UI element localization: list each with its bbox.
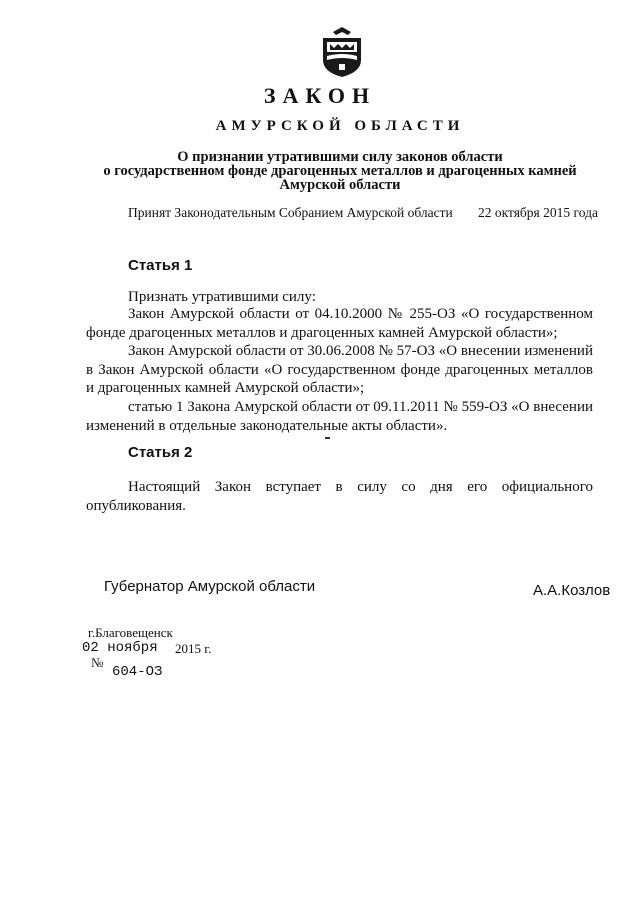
article-1-item-2: Закон Амурской области от 30.06.2008 № 57-ОЗ «О внесении изменений в Закон Амурской области «О государственном фонде драгоценных металлов и драгоценных камней Амурской области»; [86, 343, 593, 396]
adopted-by: Принят Законодательным Собранием Амурской области [128, 205, 453, 220]
article-1-item-1: Закон Амурской области от 04.10.2000 № 255-ОЗ «О государственном фонде драгоценных металлов и драгоценных камней Амурской области»; [86, 306, 593, 341]
registration-year: 2015 г. [175, 641, 212, 656]
registration-number: 604-ОЗ [112, 664, 163, 680]
law-subject [80, 150, 600, 192]
governor-position: Губернатор Амурской области [104, 578, 316, 595]
city: г.Благовещенск [88, 625, 173, 640]
document-title: ЗАКОН [263, 83, 377, 108]
governor-name: А.А.Козлов [533, 582, 611, 599]
article-1-intro: Признать утратившими силу: [128, 289, 316, 305]
subject-line-1: О признании утратившими силу законов области [177, 149, 503, 165]
number-label: № [91, 655, 104, 670]
article-1-heading: Статья 1 [128, 257, 193, 274]
subject-line-3: Амурской области [279, 177, 401, 193]
article-2-heading: Статья 2 [128, 444, 193, 461]
subject-line-2: о государственном фонде драгоценных металлов и драгоценных камней [103, 163, 577, 179]
article-1-item-3: статью 1 Закона Амурской области от 09.11.2011 № 559-ОЗ «О внесении изменений в отдельные законодательные акты области». [86, 399, 593, 434]
region-name: АМУРСКОЙ ОБЛАСТИ [215, 118, 465, 134]
adopted-date: 22 октября 2015 года [478, 205, 598, 220]
registration-day: 02 ноября [82, 640, 158, 656]
stray-mark [325, 437, 330, 439]
coat-of-arms-icon [318, 26, 366, 78]
article-2-text: Настоящий Закон вступает в силу со дня его официального опубликования. [86, 479, 593, 514]
